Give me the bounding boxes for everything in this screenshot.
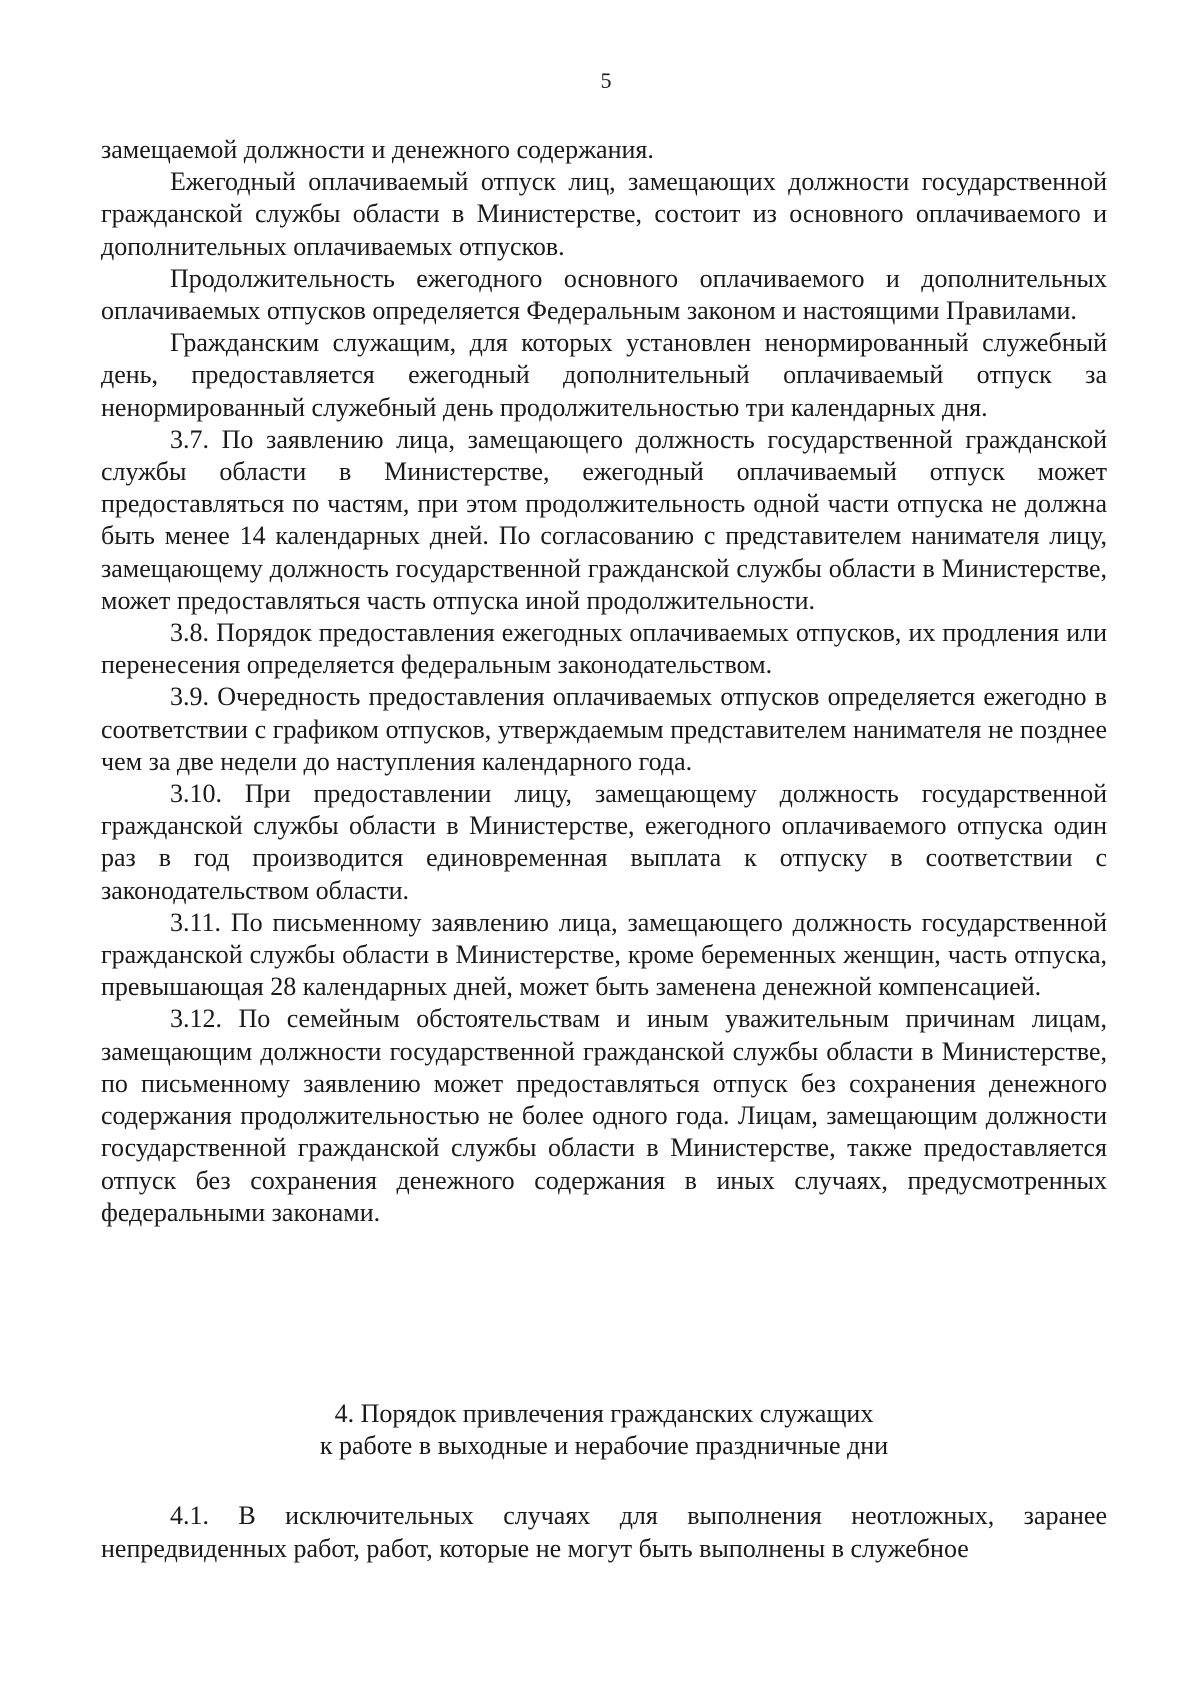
clause-3-11: 3.11. По письменному заявлению лица, замещающего должность государственной гражданской службы области в Министерстве, кроме беременных женщин, часть отпуска, превышающая 28 календарных дней, может быть заменена денежной компенсацией. xyxy=(101,907,1107,1002)
paragraph-annual-leave-composition: Ежегодный оплачиваемый отпуск лиц, замещающих должности государственной гражданской службы области в Министерстве, состоит из основного оплачиваемого и дополнительных оплачиваемых отпусков. xyxy=(101,167,1107,261)
section-heading-line-1: 4. Порядок привлечения гражданских служащих xyxy=(334,1399,874,1428)
document-body xyxy=(101,134,1107,1229)
clause-3-7: 3.7. По заявлению лица, замещающего должность государственной гражданской службы области в Министерстве, ежегодный оплачиваемый отпуск может предоставляться по частям, при этом продолжительность одной части отпуска не должна быть менее 14 календарных дней. По согласованию с представителем нанимателя лицу, замещающему должность государственной гражданской службы области в Министерстве, может предоставляться часть отпуска иной продолжительности. xyxy=(101,424,1107,615)
clause-3-12: 3.12. По семейным обстоятельствам и иным уважительным причинам лицам, замещающим должности государственной гражданской службы области в Министерстве, по письменному заявлению может предоставляться отпуск без сохранения денежного содержания продолжительностью не более одного года. Лицам, замещающим должности государственной гражданской службы области в Министерстве, также предоставляется отпуск без сохранения денежного содержания в иных случаях, предусмотренных федеральными законами. xyxy=(101,1004,1107,1227)
section-heading-line-2: к работе в выходные и нерабочие праздничные дни xyxy=(319,1431,889,1460)
clause-3-9: 3.9. Очередность предоставления оплачиваемых отпусков определяется ежегодно в соответствии с графиком отпусков, утверждаемым представителем нанимателя не позднее чем за две недели до наступления календарного года. xyxy=(101,682,1107,776)
page-number: 5 xyxy=(600,68,612,93)
section-4-heading xyxy=(101,1398,1107,1462)
clause-3-10: 3.10. При предоставлении лицу, замещающему должность государственной гражданской службы области в Министерстве, ежегодного оплачиваемого отпуска один раз в год производится единовременная выплата к отпуску в соответствии с законодательством области. xyxy=(101,779,1107,905)
section-4-body xyxy=(101,1500,1107,1565)
clause-3-8: 3.8. Порядок предоставления ежегодных оплачиваемых отпусков, их продления или перенесения определяется федеральным законодательством. xyxy=(101,618,1107,680)
paragraph-leave-duration: Продолжительность ежегодного основного оплачиваемого и дополнительных оплачиваемых отпусков определяется Федеральным законом и настоящими Правилами. xyxy=(101,263,1107,326)
paragraph-irregular-day-leave: Гражданским служащим, для которых установлен ненормированный служебный день, предоставляется ежегодный дополнительный оплачиваемый отпуск за ненормированный служебный день продолжительностью три календарных дня. xyxy=(101,328,1107,422)
clause-4-1: 4.1. В исключительных случаях для выполнения неотложных, заранее непредвиденных работ, работ, которые не могут быть выполнены в служебное xyxy=(101,1501,1107,1563)
paragraph-continuation: замещаемой должности и денежного содержания. xyxy=(101,135,654,164)
